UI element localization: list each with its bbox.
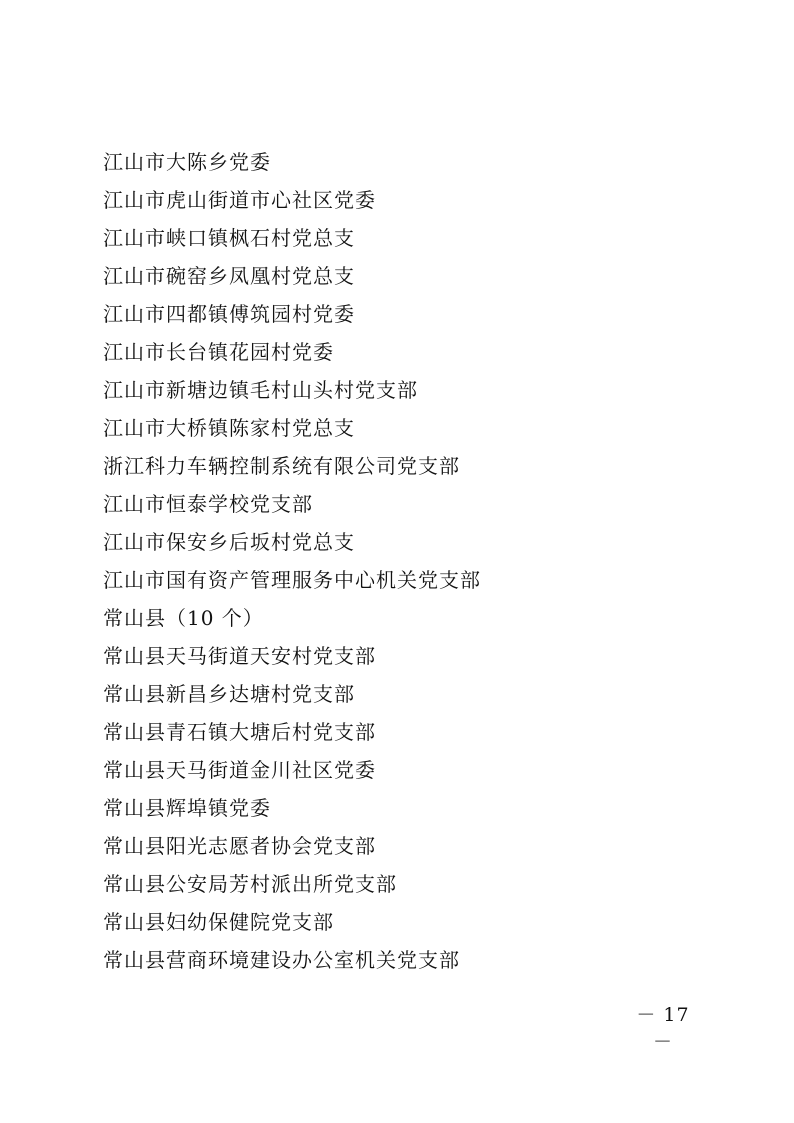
list-item: 常山县辉埠镇党委	[103, 796, 271, 820]
list-item: 江山市大陈乡党委	[103, 150, 271, 174]
list-item: 江山市四都镇傅筑园村党委	[103, 302, 355, 326]
list-item: 常山县妇幼保健院党支部	[103, 910, 334, 934]
list-item: 常山县营商环境建设办公室机关党支部	[103, 948, 460, 972]
page-number: － 17 －	[636, 1004, 690, 1053]
organization-list	[103, 143, 723, 979]
list-item: 江山市新塘边镇毛村山头村党支部	[103, 378, 418, 402]
list-item: 浙江科力车辆控制系统有限公司党支部	[103, 454, 460, 478]
list-item: 江山市虎山街道市心社区党委	[103, 188, 376, 212]
section-heading: 常山县（10 个）	[103, 606, 264, 630]
list-item: 常山县天马街道天安村党支部	[103, 644, 376, 668]
list-item: 常山县阳光志愿者协会党支部	[103, 834, 376, 858]
list-item: 常山县新昌乡达塘村党支部	[103, 682, 355, 706]
list-item: 江山市长台镇花园村党委	[103, 340, 334, 364]
list-item: 常山县青石镇大塘后村党支部	[103, 720, 376, 744]
list-item: 江山市国有资产管理服务中心机关党支部	[103, 568, 481, 592]
list-item: 江山市碗窑乡凤凰村党总支	[103, 264, 355, 288]
list-item: 常山县公安局芳村派出所党支部	[103, 872, 397, 896]
list-item: 江山市峡口镇枫石村党总支	[103, 226, 355, 250]
list-item: 常山县天马街道金川社区党委	[103, 758, 376, 782]
list-item: 江山市大桥镇陈家村党总支	[103, 416, 355, 440]
list-item: 江山市恒泰学校党支部	[103, 492, 313, 516]
list-item: 江山市保安乡后坂村党总支	[103, 530, 355, 554]
